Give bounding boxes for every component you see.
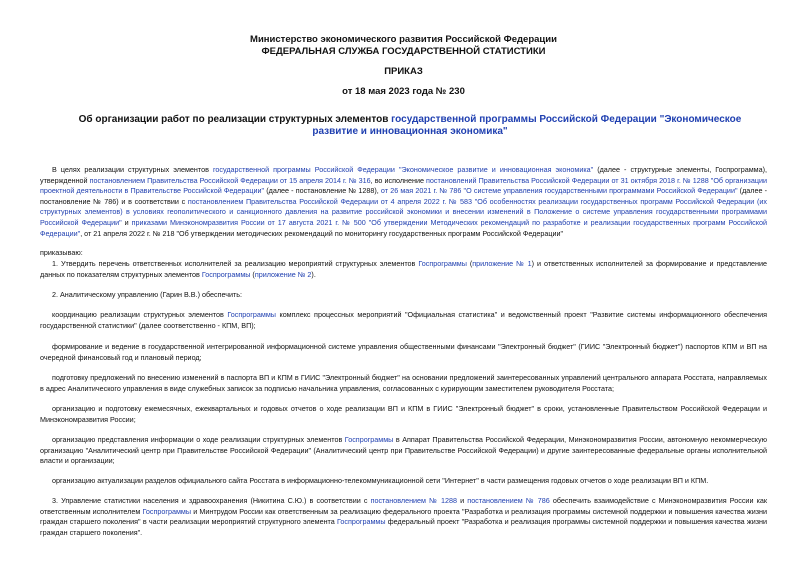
paragraph-reports: организацию и подготовку ежемесячных, ежеквартальных и годовых отчетов о ходе реализации ВП и КПМ в ГИИС "Электронный бюджет" в сроки, установленные Правительством Российской Федерации и Минэкономразвития России; [40, 404, 767, 424]
text: В целях реализации структурных элементов [52, 165, 213, 174]
document-date: от 18 мая 2023 года № 230 [342, 86, 465, 97]
text: и [121, 217, 132, 227]
text: (далее - структурные элементы, Госпрограмма), утвержденной [40, 165, 767, 185]
order-500-link[interactable]: приказами Минэкономразвития России от 17 августа 2021 г. № 500 "Об утверждении Методических рекомендаций по разработке и реализации государственных программ Российской Федерации" [40, 217, 767, 238]
program-link[interactable]: государственной программы Российской Федерации "Экономическое развитие и инновационная экономика" [212, 165, 594, 174]
ministry-name: Министерство экономического развития Российской Федерации [250, 34, 557, 45]
text: 1. Утвердить перечень ответственных исполнителей за реализацию мероприятий структурных элементов [52, 259, 419, 268]
text: комплекс процессных мероприятий "Официальная статистика" и ведомственный проект "Развитие системы информационного обеспечения государственной статистики" (далее соответственно - КПМ, ВП); [40, 310, 767, 330]
program-link[interactable]: Госпрограммы [201, 269, 251, 279]
text: в Аппарат Правительства Российской Федерации, Минэкономразвития России, автономную некоммерческую организацию "Аналитический центр при Правительстве Российской Федерации" (Аналитический центр при Правительстве Российской Федерации) и другие заинтересованные федеральные органы исполнительной власти и организации; [40, 435, 768, 466]
text: обеспечить взаимодействие с Минэкономразвития России как ответственным исполнителем [40, 496, 768, 516]
paragraph-preamble [40, 165, 767, 239]
document-title [60, 114, 760, 138]
text: федеральный проект "Разработка и реализация программы системной поддержки и повышения качества жизни граждан старшего поколения". [40, 517, 767, 537]
decree-786-link[interactable]: постановлением № 786 [467, 496, 550, 505]
program-link[interactable]: Госпрограммы [142, 506, 192, 516]
paragraph-proposals: подготовку предложений по внесению изменений в паспорта ВП и КПМ в ГИИС "Электронный бюджет" на основании предложений заинтересованных управлений центрального аппарата Росстата, направляемых в адрес Аналитического управления в виде служебных записок за подписью начальника управления, согласованных с курирующим заместителем руководителя Росстата; [40, 373, 767, 393]
text: 3. Управление статистики населения и здравоохранения (Никитина С.Ю.) в соответствии с [52, 496, 371, 505]
decree-316-link[interactable]: постановлением Правительства Российской Федерации от 15 апреля 2014 г. № 316 [89, 175, 371, 185]
program-link[interactable]: Госпрограммы [418, 259, 467, 268]
decree-1288-link[interactable]: постановлением № 1288 [370, 496, 458, 505]
decree-786-link[interactable]: от 26 мая 2021 г. № 786 "О системе управления государственными программами Российской Федерации" [380, 186, 738, 196]
appendix-2-link[interactable]: приложение № 2 [254, 269, 312, 279]
paragraph-item-2: 2. Аналитическому управлению (Гарин В.В.) обеспечить: [52, 290, 243, 299]
text: , от 21 апреля 2022 г. № 218 "Об утверждении методических рекомендаций по мониторингу государственных программ Российской Федерации" [80, 228, 564, 238]
paragraph-item-1 [40, 259, 767, 280]
paragraph-coordination [40, 310, 767, 331]
text: (далее - постановление № 786) и в соответствии с [40, 186, 767, 206]
text: организацию представления информации о ходе реализации структурных элементов [52, 435, 345, 444]
text: координацию реализации структурных элементов [52, 310, 228, 319]
paragraph-passports: формирование и ведение в государственной интегрированной информационной системе управления общественными финансами "Электронный бюджет" (ГИИС "Электронный бюджет") паспортов КПМ и ВП на очередной финансовый год и плановый период; [40, 342, 767, 362]
text: , во исполнение [370, 175, 427, 185]
service-name: ФЕДЕРАЛЬНАЯ СЛУЖБА ГОСУДАРСТВЕННОЙ СТАТИСТИКИ [261, 46, 546, 57]
paragraph-information [40, 435, 767, 467]
appendix-1-link[interactable]: приложение № 1 [472, 259, 532, 268]
text: ) и ответственных исполнителей за формирование и представление данных по показателям структурных элементов [40, 259, 767, 279]
program-link[interactable]: Госпрограммы [336, 517, 386, 527]
paragraph-order: приказываю: [40, 248, 83, 257]
text: ( [466, 259, 473, 268]
document-type: ПРИКАЗ [384, 66, 423, 77]
title-text: Об организации работ по реализации структурных элементов [78, 114, 392, 125]
paragraph-item-3 [40, 496, 767, 538]
text: ). [311, 269, 316, 279]
text: ( [250, 269, 255, 279]
text: и Минтрудом России как ответственным за реализацию федерального проекта "Разработка и реализация программы системной поддержки и повышения качества жизни граждан старшего поколения" в части реализации мероприятий структурного элемента [40, 506, 767, 527]
text: (далее - постановление № 1288), [264, 186, 381, 196]
program-link[interactable]: Госпрограммы [227, 310, 276, 319]
paragraph-website: организацию актуализации разделов официального сайта Росстата в информационно-телекоммуникационной сети "Интернет" в части размещения годовых отчетов о ходе реализации ВП и КПМ. [52, 476, 709, 485]
decree-1288-link[interactable]: постановлений Правительства Российской Федерации от 31 октября 2018 г. № 1288 "Об организации проектной деятельности в Правительстве Российской Федерации" [40, 175, 767, 196]
decree-583-link[interactable]: постановлением Правительства Российской Федерации от 4 апреля 2022 г. № 583 "Об особенностях реализации государственных программ Российской Федерации (их структурных элементов) в условиях геополитического и санкционного давления на развитие российской экономики и внесении изменений в Положение о системе управления государственными программами Российской Федерации" [40, 196, 767, 227]
title-program-link[interactable]: государственной программы Российской Федерации "Экономическое развитие и инновационная экономика" [312, 114, 742, 137]
text: и [457, 496, 468, 505]
program-link[interactable]: Госпрограммы [344, 435, 394, 444]
